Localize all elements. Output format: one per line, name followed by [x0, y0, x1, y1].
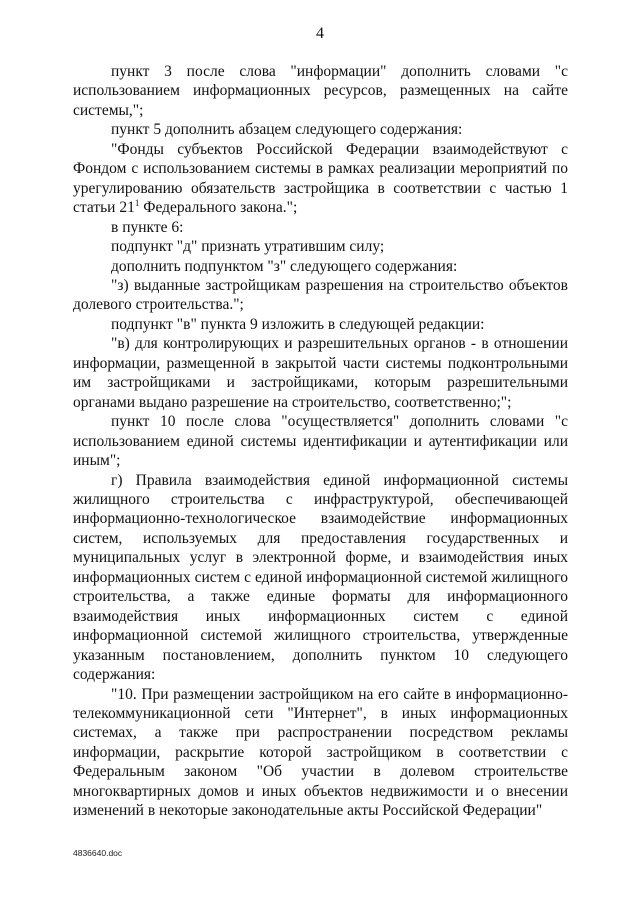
- paragraph-item-g: г) Правила взаимодействия единой информационной системы жилищного строительства с инфраструктурой, обеспечивающей информационно-технологическое взаимодействие информационных систем, используемых для предоставления государственных и муниципальных услуг в электронной форме, и взаимодействия иных информационных систем с единой информационной системой жилищного строительства, а также единые форматы для информационного взаимодействия иных информационных систем с единой информационной системой жилищного строительства, утвержденные указанным постановлением, дополнить пунктом 10 следующего содержания:: [73, 471, 568, 684]
- paragraph-fondy-text: "Фонды субъектов Российской Федерации взаимодействуют с Фондом с использованием системы в рамках реализации мероприятий по урегулированию обязательств застройщика в соответствии с частью 1 статьи 21: [73, 140, 568, 217]
- paragraph-new-punkt-10: "10. При размещении застройщиком на его сайте в информационно-телекоммуникационной сети "Интернет", в иных информационных системах, а также при распространении посредством рекламы информации, раскрытие которой застройщиком в соответствии с Федеральным законом "Об участии в долевом строительстве многоквартирных домов и иных объектов недвижимости и о внесении изменений в некоторые законодательные акты Российской Федерации": [73, 685, 568, 820]
- paragraph-punkt-6: в пункте 6:: [111, 218, 184, 236]
- footer-filename: 4836640.doc: [73, 848, 123, 858]
- paragraph-subpunkt-v-text: "в) для контролирующих и разрешительных органов - в отношении информации, размещенной в закрытой части системы подконтрольными им застройщиками и застройщиками, которым разрешительными органами выдано разрешение на строительство, соответственно;";: [73, 335, 568, 411]
- paragraph-subpunkt-z-text: "з) выданные застройщикам разрешения на строительство объектов долевого строительства.";: [73, 276, 568, 314]
- paragraph-fondy-subjects: [73, 140, 568, 218]
- paragraph-fondy-tail: Федерального закона.";: [139, 199, 298, 217]
- document-body: [73, 62, 568, 821]
- paragraph-punkt-10: пункт 10 после слова "осуществляется" дополнить словами "с использованием единой системы идентификации и аутентификации или иным";: [73, 413, 568, 470]
- paragraph-subpunkt-d: подпункт "д" признать утратившим силу;: [111, 238, 385, 256]
- paragraph-subpunkt-v: подпункт "в" пункта 9 изложить в следующей редакции:: [111, 315, 485, 333]
- superscript-article-index: 1: [134, 198, 140, 209]
- page-number: 4: [316, 25, 324, 42]
- paragraph-punkt-5: пункт 5 дополнить абзацем следующего содержания:: [111, 121, 463, 139]
- paragraph-punkt-3: пункт 3 после слова "информации" дополнить словами "с использованием информационных ресурсов, размещенных на сайте системы,";: [73, 63, 568, 119]
- paragraph-add-subpunkt-z: дополнить подпунктом "з" следующего содержания:: [111, 257, 458, 275]
